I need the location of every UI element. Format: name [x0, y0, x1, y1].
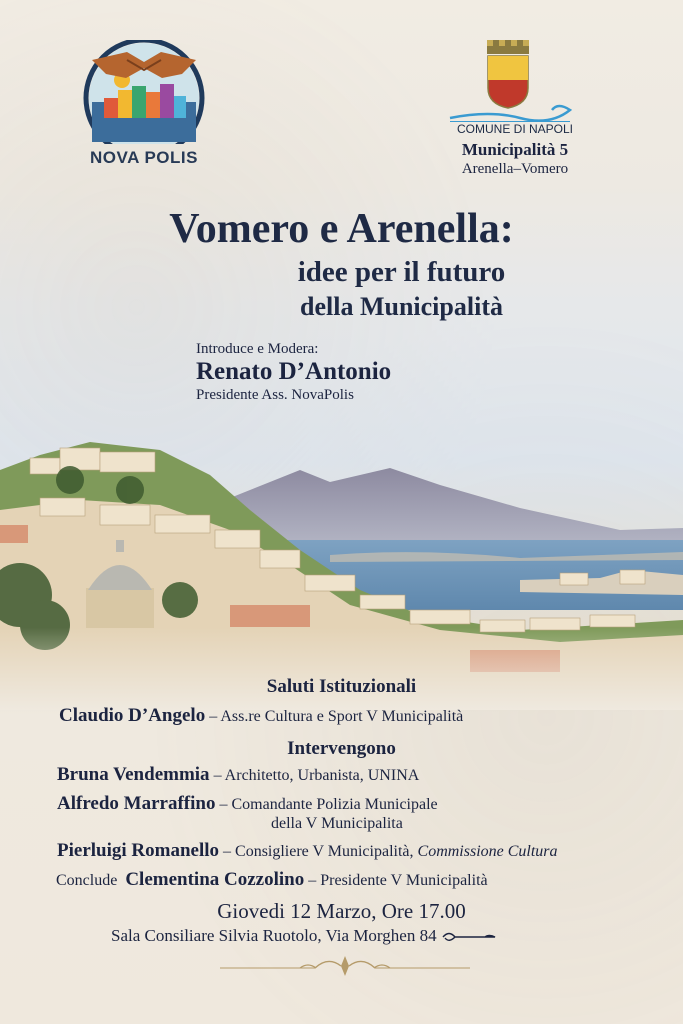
speaker-name: Pierluigi Romanello — [57, 840, 220, 861]
speaker-role: – Consigliere V Municipalità, — [223, 843, 414, 860]
speaker-role-continued: della V Municipalita — [271, 815, 403, 832]
saluti-row — [59, 705, 463, 727]
venue-text: Sala Consiliare Silvia Ruotolo, Via Morghen 84 — [111, 926, 437, 945]
logo-name: NOVA POLIS — [90, 148, 198, 167]
speaker-role: – Architetto, Urbanista, UNINA — [213, 767, 420, 784]
naples-landscape-painting — [0, 380, 683, 710]
moderator-role: Presidente Ass. NovaPolis — [196, 387, 354, 403]
speaker-role: – Comandante Polizia Municipale — [219, 796, 438, 813]
speaker-role-italic: Commissione Cultura — [417, 843, 558, 860]
poster-subtitle-2: della Municipalità — [300, 292, 503, 321]
speaker-name: Clementina Cozzolino — [125, 869, 305, 890]
moderation-label: Introduce e Modera: — [196, 341, 319, 357]
event-venue — [111, 926, 497, 946]
comune-logo — [430, 40, 600, 177]
poster-title: Vomero e Arenella: — [169, 206, 514, 252]
handshake-village-icon — [82, 40, 206, 144]
speaker-role: – Presidente V Municipalità — [308, 872, 488, 889]
speaker-row — [57, 793, 438, 815]
speaker-role: – Ass.re Cultura e Sport V Municipalità — [209, 708, 464, 725]
naples-coat-of-arms-icon — [430, 40, 600, 122]
saluti-heading: Saluti Istituzionali — [266, 676, 417, 697]
intervengono-heading: Intervengono — [287, 738, 396, 759]
comune-label: COMUNE DI NAPOLI — [456, 122, 573, 136]
moderator-name: Renato D’Antonio — [196, 358, 392, 385]
conclusion-label: Conclude — [56, 872, 118, 889]
nova-polis-logo — [82, 40, 206, 167]
speaker-name: Claudio D’Angelo — [59, 705, 206, 726]
event-date: Giovedi 12 Marzo, Ore 17.00 — [217, 899, 466, 923]
conclusion-row — [56, 869, 488, 891]
ornament-divider-icon — [220, 952, 470, 978]
speaker-row — [57, 840, 558, 862]
flourish-icon — [441, 930, 497, 944]
speaker-name: Alfredo Marraffino — [57, 793, 216, 814]
poster-subtitle: idee per il futuro — [297, 256, 506, 288]
speaker-name: Bruna Vendemmia — [57, 764, 210, 785]
municipalita-title: Municipalità 5 — [461, 140, 569, 159]
speaker-row — [57, 764, 419, 786]
municipalita-area: Arenella–Vomero — [461, 161, 569, 177]
